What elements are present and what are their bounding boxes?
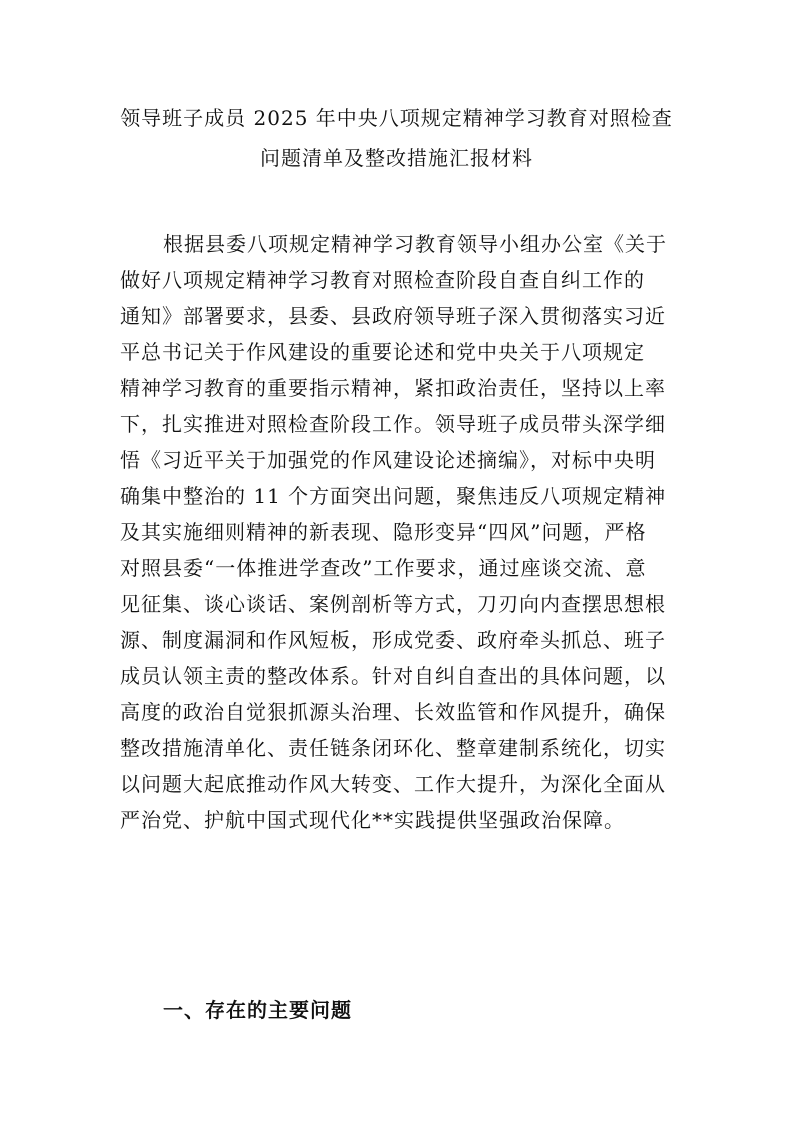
paragraph-line: 严治党、护航中国式现代化**实践提供坚强政治保障。 [120, 808, 625, 832]
title-line-1: 领导班子成员 2025 年中央八项规定精神学习教育对照检查 [120, 106, 673, 130]
intro-paragraph [120, 226, 676, 838]
paragraph-line: 下，扎实推进对照检查阶段工作。领导班子成员带头深学细 [120, 412, 666, 436]
paragraph-line: 通知》部署要求，县委、县政府领导班子深入贯彻落实习近 [120, 304, 666, 328]
paragraph-line: 整改措施清单化、责任链条闭环化、整章建制系统化，切实 [120, 736, 666, 760]
paragraph-line: 对照县委“一体推进学查改”工作要求，通过座谈交流、意 [120, 556, 647, 580]
title-line-2: 问题清单及整改措施汇报材料 [260, 146, 533, 170]
paragraph-line: 源、制度漏洞和作风短板，形成党委、政府牵头抓总、班子 [120, 628, 666, 652]
paragraph-line: 成员认领主责的整改体系。针对自纠自查出的具体问题，以 [120, 664, 666, 688]
paragraph-line: 做好八项规定精神学习教育对照检查阶段自查自纠工作的 [120, 268, 645, 292]
paragraph-line: 确集中整治的 11 个方面突出问题，聚焦违反八项规定精神 [120, 484, 667, 508]
paragraph-line: 精神学习教育的重要指示精神，紧扣政治责任，坚持以上率 [120, 376, 666, 400]
paragraph-line: 高度的政治自觉狠抓源头治理、长效监管和作风提升，确保 [120, 700, 666, 724]
paragraph-line: 见征集、谈心谈话、案例剖析等方式，刀刃向内查摆思想根 [120, 592, 666, 616]
document-title [100, 98, 693, 178]
paragraph-line: 根据县委八项规定精神学习教育领导小组办公室《关于 [163, 232, 667, 256]
paragraph-line: 以问题大起底推动作风大转变、工作大提升，为深化全面从 [120, 772, 666, 796]
paragraph-line: 平总书记关于作风建设的重要论述和党中央关于八项规定 [120, 340, 645, 364]
paragraph-line: 悟《习近平关于加强党的作风建设论述摘编》，对标中央明 [120, 448, 656, 472]
section-heading: 一、存在的主要问题 [163, 998, 352, 1022]
paragraph-line: 及其实施细则精神的新表现、隐形变异“四风”问题，严格 [120, 520, 647, 544]
